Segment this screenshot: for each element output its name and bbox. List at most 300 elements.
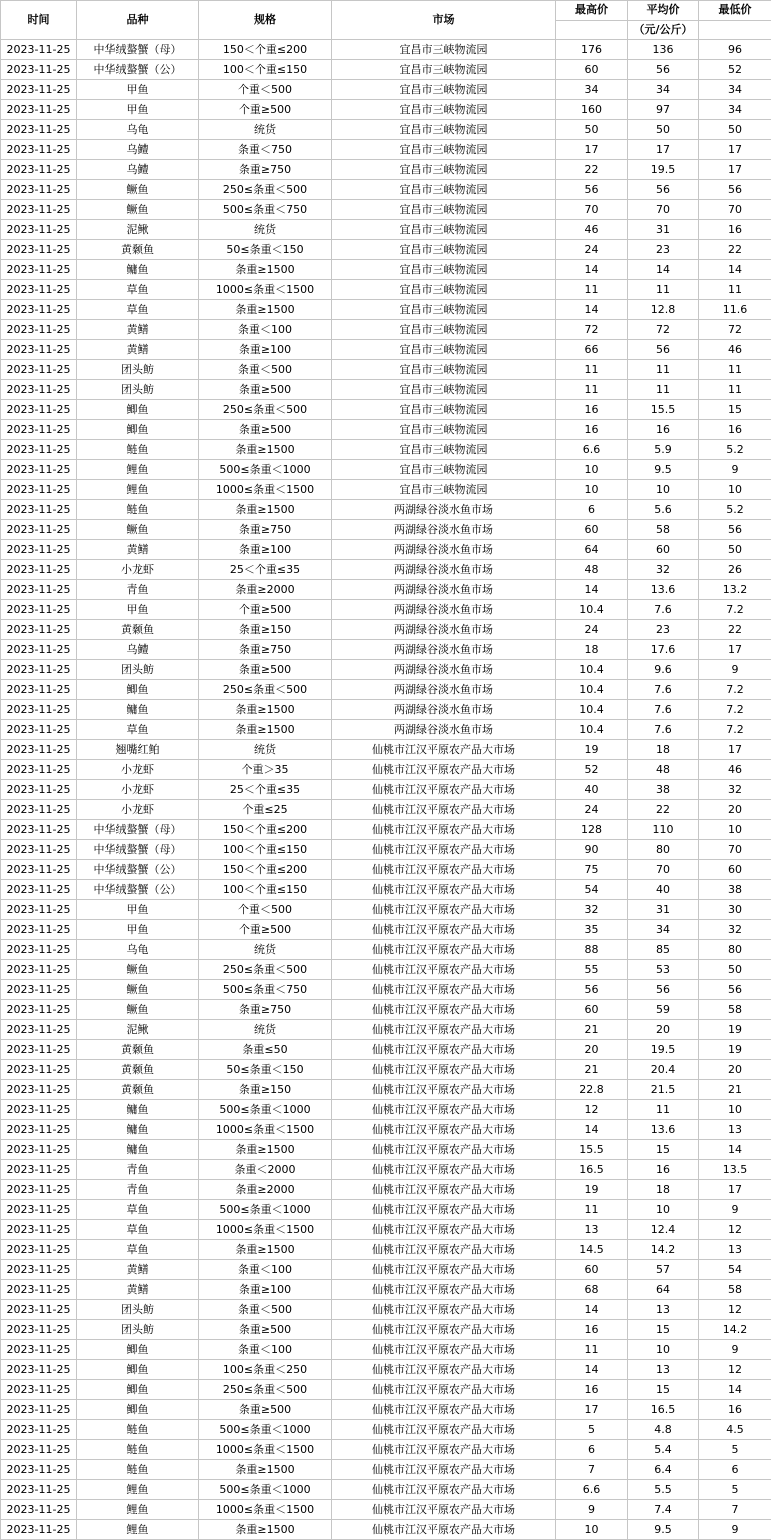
cell-time: 2023-11-25 [1, 1440, 77, 1460]
cell-avg: 13 [628, 1300, 699, 1320]
cell-spec: 100＜个重≤150 [199, 60, 332, 80]
cell-time: 2023-11-25 [1, 1140, 77, 1160]
cell-spec: 条重＜500 [199, 360, 332, 380]
table-row [1, 1460, 771, 1480]
cell-time: 2023-11-25 [1, 1380, 77, 1400]
cell-high: 18 [556, 640, 628, 660]
cell-low: 16 [699, 420, 771, 440]
cell-variety: 鲫鱼 [77, 400, 199, 420]
col-header-high: 最高价 [556, 1, 628, 21]
cell-high: 24 [556, 800, 628, 820]
col-header-market: 市场 [332, 1, 556, 40]
cell-high: 7 [556, 1460, 628, 1480]
cell-avg: 56 [628, 980, 699, 1000]
cell-low: 14 [699, 1140, 771, 1160]
cell-low: 58 [699, 1280, 771, 1300]
cell-variety: 鲫鱼 [77, 420, 199, 440]
cell-low: 20 [699, 1060, 771, 1080]
cell-spec: 100＜个重≤150 [199, 880, 332, 900]
cell-market: 仙桃市江汉平原农产品大市场 [332, 1260, 556, 1280]
cell-variety: 鲤鱼 [77, 1480, 199, 1500]
cell-high: 10.4 [556, 600, 628, 620]
cell-time: 2023-11-25 [1, 620, 77, 640]
cell-spec: 条重＜100 [199, 1260, 332, 1280]
cell-avg: 85 [628, 940, 699, 960]
cell-high: 55 [556, 960, 628, 980]
cell-low: 54 [699, 1260, 771, 1280]
cell-time: 2023-11-25 [1, 1100, 77, 1120]
cell-low: 16 [699, 220, 771, 240]
cell-variety: 草鱼 [77, 280, 199, 300]
cell-high: 17 [556, 1400, 628, 1420]
cell-variety: 乌龟 [77, 940, 199, 960]
cell-market: 仙桃市江汉平原农产品大市场 [332, 1440, 556, 1460]
cell-market: 仙桃市江汉平原农产品大市场 [332, 800, 556, 820]
cell-low: 30 [699, 900, 771, 920]
cell-time: 2023-11-25 [1, 1080, 77, 1100]
table-row [1, 720, 771, 740]
cell-time: 2023-11-25 [1, 940, 77, 960]
cell-spec: 条重≥500 [199, 1400, 332, 1420]
cell-variety: 小龙虾 [77, 560, 199, 580]
table-row [1, 840, 771, 860]
cell-market: 仙桃市江汉平原农产品大市场 [332, 760, 556, 780]
cell-avg: 70 [628, 200, 699, 220]
cell-avg: 17.6 [628, 640, 699, 660]
cell-market: 仙桃市江汉平原农产品大市场 [332, 940, 556, 960]
cell-spec: 条重≥150 [199, 620, 332, 640]
cell-market: 仙桃市江汉平原农产品大市场 [332, 1380, 556, 1400]
table-row [1, 60, 771, 80]
cell-spec: 个重≥500 [199, 920, 332, 940]
cell-variety: 鲤鱼 [77, 1520, 199, 1540]
cell-avg: 7.4 [628, 1500, 699, 1520]
cell-time: 2023-11-25 [1, 880, 77, 900]
cell-market: 仙桃市江汉平原农产品大市场 [332, 1520, 556, 1540]
cell-variety: 乌鳢 [77, 140, 199, 160]
cell-variety: 青鱼 [77, 580, 199, 600]
cell-high: 14.5 [556, 1240, 628, 1260]
cell-low: 9 [699, 460, 771, 480]
cell-high: 32 [556, 900, 628, 920]
cell-low: 52 [699, 60, 771, 80]
cell-high: 6 [556, 1440, 628, 1460]
cell-time: 2023-11-25 [1, 840, 77, 860]
table-header [1, 1, 771, 40]
cell-variety: 团头鲂 [77, 360, 199, 380]
cell-market: 仙桃市江汉平原农产品大市场 [332, 1420, 556, 1440]
cell-avg: 9.5 [628, 460, 699, 480]
cell-variety: 鲢鱼 [77, 1440, 199, 1460]
cell-market: 仙桃市江汉平原农产品大市场 [332, 1220, 556, 1240]
table-row [1, 260, 771, 280]
cell-high: 11 [556, 380, 628, 400]
cell-spec: 统货 [199, 940, 332, 960]
cell-variety: 青鱼 [77, 1160, 199, 1180]
cell-spec: 统货 [199, 120, 332, 140]
cell-time: 2023-11-25 [1, 800, 77, 820]
cell-low: 56 [699, 180, 771, 200]
cell-low: 15 [699, 400, 771, 420]
cell-market: 仙桃市江汉平原农产品大市场 [332, 900, 556, 920]
table-row [1, 1500, 771, 1520]
cell-avg: 9.6 [628, 660, 699, 680]
cell-variety: 鲢鱼 [77, 1460, 199, 1480]
cell-spec: 条重＜100 [199, 1340, 332, 1360]
cell-avg: 31 [628, 900, 699, 920]
cell-avg: 7.6 [628, 680, 699, 700]
cell-spec: 条重≥1500 [199, 1460, 332, 1480]
cell-spec: 条重≥1500 [199, 300, 332, 320]
cell-market: 宜昌市三峡物流园 [332, 120, 556, 140]
cell-low: 80 [699, 940, 771, 960]
cell-spec: 500≤条重＜1000 [199, 1420, 332, 1440]
cell-variety: 鲫鱼 [77, 1340, 199, 1360]
cell-high: 16 [556, 400, 628, 420]
cell-variety: 泥鳅 [77, 220, 199, 240]
cell-low: 32 [699, 920, 771, 940]
cell-time: 2023-11-25 [1, 1320, 77, 1340]
table-row [1, 1300, 771, 1320]
cell-market: 仙桃市江汉平原农产品大市场 [332, 1000, 556, 1020]
cell-high: 64 [556, 540, 628, 560]
cell-high: 15.5 [556, 1140, 628, 1160]
cell-low: 9 [699, 1340, 771, 1360]
cell-avg: 56 [628, 60, 699, 80]
cell-time: 2023-11-25 [1, 500, 77, 520]
cell-high: 56 [556, 180, 628, 200]
cell-spec: 条重≥750 [199, 520, 332, 540]
table-row [1, 660, 771, 680]
cell-low: 7.2 [699, 680, 771, 700]
cell-avg: 97 [628, 100, 699, 120]
cell-spec: 50≤条重＜150 [199, 1060, 332, 1080]
cell-spec: 1000≤条重＜1500 [199, 1500, 332, 1520]
cell-market: 宜昌市三峡物流园 [332, 220, 556, 240]
cell-low: 9 [699, 1520, 771, 1540]
cell-market: 两湖绿谷淡水鱼市场 [332, 720, 556, 740]
cell-avg: 19.5 [628, 160, 699, 180]
cell-avg: 136 [628, 40, 699, 60]
cell-low: 50 [699, 540, 771, 560]
cell-variety: 黄颡鱼 [77, 1080, 199, 1100]
cell-high: 72 [556, 320, 628, 340]
cell-market: 宜昌市三峡物流园 [332, 200, 556, 220]
cell-high: 35 [556, 920, 628, 940]
cell-spec: 50≤条重＜150 [199, 240, 332, 260]
cell-avg: 59 [628, 1000, 699, 1020]
cell-high: 13 [556, 1220, 628, 1240]
cell-time: 2023-11-25 [1, 560, 77, 580]
cell-low: 70 [699, 840, 771, 860]
cell-market: 仙桃市江汉平原农产品大市场 [332, 1360, 556, 1380]
table-row [1, 1260, 771, 1280]
table-row [1, 640, 771, 660]
table-row [1, 180, 771, 200]
cell-high: 6.6 [556, 1480, 628, 1500]
cell-avg: 18 [628, 740, 699, 760]
cell-low: 4.5 [699, 1420, 771, 1440]
table-row [1, 620, 771, 640]
cell-low: 5 [699, 1480, 771, 1500]
table-row [1, 420, 771, 440]
cell-variety: 小龙虾 [77, 760, 199, 780]
cell-spec: 统货 [199, 740, 332, 760]
table-row [1, 240, 771, 260]
table-row [1, 200, 771, 220]
cell-high: 52 [556, 760, 628, 780]
table-row [1, 100, 771, 120]
cell-avg: 53 [628, 960, 699, 980]
cell-high: 20 [556, 1040, 628, 1060]
cell-high: 16 [556, 1320, 628, 1340]
table-row [1, 1340, 771, 1360]
cell-variety: 鳙鱼 [77, 260, 199, 280]
cell-time: 2023-11-25 [1, 1180, 77, 1200]
table-row [1, 220, 771, 240]
cell-market: 两湖绿谷淡水鱼市场 [332, 620, 556, 640]
col-header-variety: 品种 [77, 1, 199, 40]
cell-market: 仙桃市江汉平原农产品大市场 [332, 1140, 556, 1160]
cell-low: 21 [699, 1080, 771, 1100]
cell-spec: 条重≥1500 [199, 1240, 332, 1260]
cell-high: 6.6 [556, 440, 628, 460]
table-row [1, 1120, 771, 1140]
cell-avg: 50 [628, 120, 699, 140]
table-row [1, 700, 771, 720]
cell-avg: 21.5 [628, 1080, 699, 1100]
cell-spec: 1000≤条重＜1500 [199, 480, 332, 500]
cell-low: 7.2 [699, 700, 771, 720]
cell-spec: 个重≥500 [199, 100, 332, 120]
cell-time: 2023-11-25 [1, 220, 77, 240]
cell-time: 2023-11-25 [1, 340, 77, 360]
table-row [1, 860, 771, 880]
cell-time: 2023-11-25 [1, 1300, 77, 1320]
cell-variety: 黄颡鱼 [77, 620, 199, 640]
cell-spec: 条重≥100 [199, 540, 332, 560]
cell-time: 2023-11-25 [1, 1420, 77, 1440]
cell-time: 2023-11-25 [1, 200, 77, 220]
cell-avg: 7.6 [628, 720, 699, 740]
cell-variety: 草鱼 [77, 720, 199, 740]
cell-spec: 150＜个重≤200 [199, 860, 332, 880]
cell-market: 宜昌市三峡物流园 [332, 340, 556, 360]
table-row [1, 1040, 771, 1060]
cell-time: 2023-11-25 [1, 1260, 77, 1280]
cell-high: 11 [556, 1340, 628, 1360]
cell-avg: 19.5 [628, 1040, 699, 1060]
cell-spec: 25＜个重≤35 [199, 560, 332, 580]
cell-market: 仙桃市江汉平原农产品大市场 [332, 1500, 556, 1520]
cell-avg: 23 [628, 240, 699, 260]
cell-variety: 中华绒螯蟹（母） [77, 840, 199, 860]
cell-avg: 11 [628, 360, 699, 380]
cell-avg: 12.8 [628, 300, 699, 320]
cell-market: 仙桃市江汉平原农产品大市场 [332, 960, 556, 980]
cell-avg: 20 [628, 1020, 699, 1040]
cell-variety: 鲤鱼 [77, 460, 199, 480]
cell-market: 仙桃市江汉平原农产品大市场 [332, 860, 556, 880]
table-row [1, 1220, 771, 1240]
cell-spec: 250≤条重＜500 [199, 1380, 332, 1400]
cell-time: 2023-11-25 [1, 60, 77, 80]
cell-avg: 16 [628, 420, 699, 440]
cell-market: 两湖绿谷淡水鱼市场 [332, 640, 556, 660]
cell-low: 17 [699, 140, 771, 160]
cell-spec: 100＜个重≤150 [199, 840, 332, 860]
table-row [1, 1080, 771, 1100]
cell-variety: 鲤鱼 [77, 480, 199, 500]
cell-high: 40 [556, 780, 628, 800]
cell-avg: 72 [628, 320, 699, 340]
cell-avg: 110 [628, 820, 699, 840]
cell-time: 2023-11-25 [1, 760, 77, 780]
cell-variety: 鲫鱼 [77, 1380, 199, 1400]
cell-high: 6 [556, 500, 628, 520]
cell-market: 宜昌市三峡物流园 [332, 260, 556, 280]
cell-time: 2023-11-25 [1, 380, 77, 400]
cell-variety: 鳜鱼 [77, 180, 199, 200]
cell-variety: 草鱼 [77, 1220, 199, 1240]
table-row [1, 580, 771, 600]
cell-market: 宜昌市三峡物流园 [332, 360, 556, 380]
unit-label: （元/公斤） [628, 20, 699, 40]
cell-avg: 16.5 [628, 1400, 699, 1420]
cell-spec: 条重≥750 [199, 160, 332, 180]
cell-variety: 甲鱼 [77, 100, 199, 120]
cell-spec: 个重＞35 [199, 760, 332, 780]
cell-variety: 甲鱼 [77, 80, 199, 100]
cell-avg: 13.6 [628, 580, 699, 600]
cell-spec: 条重≥100 [199, 340, 332, 360]
cell-high: 10.4 [556, 660, 628, 680]
cell-spec: 条重≥150 [199, 1080, 332, 1100]
cell-high: 22.8 [556, 1080, 628, 1100]
cell-variety: 鳙鱼 [77, 1140, 199, 1160]
cell-market: 仙桃市江汉平原农产品大市场 [332, 920, 556, 940]
cell-avg: 20.4 [628, 1060, 699, 1080]
cell-low: 12 [699, 1360, 771, 1380]
table-row [1, 1320, 771, 1340]
cell-variety: 乌龟 [77, 120, 199, 140]
cell-time: 2023-11-25 [1, 740, 77, 760]
cell-variety: 鳙鱼 [77, 700, 199, 720]
cell-variety: 黄鳝 [77, 1280, 199, 1300]
cell-variety: 鳜鱼 [77, 520, 199, 540]
cell-variety: 泥鳅 [77, 1020, 199, 1040]
cell-time: 2023-11-25 [1, 420, 77, 440]
table-row [1, 320, 771, 340]
cell-variety: 翘嘴红鲌 [77, 740, 199, 760]
cell-variety: 鲤鱼 [77, 1500, 199, 1520]
cell-market: 宜昌市三峡物流园 [332, 160, 556, 180]
cell-market: 宜昌市三峡物流园 [332, 320, 556, 340]
cell-market: 宜昌市三峡物流园 [332, 300, 556, 320]
cell-avg: 5.5 [628, 1480, 699, 1500]
table-row [1, 80, 771, 100]
cell-avg: 11 [628, 280, 699, 300]
cell-high: 75 [556, 860, 628, 880]
table-row [1, 940, 771, 960]
cell-time: 2023-11-25 [1, 1500, 77, 1520]
cell-avg: 16 [628, 1160, 699, 1180]
cell-spec: 个重＜500 [199, 900, 332, 920]
cell-avg: 23 [628, 620, 699, 640]
cell-low: 17 [699, 160, 771, 180]
cell-market: 宜昌市三峡物流园 [332, 40, 556, 60]
cell-time: 2023-11-25 [1, 400, 77, 420]
table-row [1, 40, 771, 60]
cell-high: 10.4 [556, 700, 628, 720]
cell-low: 60 [699, 860, 771, 880]
cell-market: 宜昌市三峡物流园 [332, 100, 556, 120]
cell-low: 32 [699, 780, 771, 800]
cell-time: 2023-11-25 [1, 260, 77, 280]
cell-time: 2023-11-25 [1, 320, 77, 340]
cell-market: 宜昌市三峡物流园 [332, 420, 556, 440]
cell-time: 2023-11-25 [1, 1200, 77, 1220]
cell-time: 2023-11-25 [1, 1460, 77, 1480]
table-row [1, 140, 771, 160]
cell-market: 宜昌市三峡物流园 [332, 60, 556, 80]
cell-avg: 56 [628, 340, 699, 360]
cell-time: 2023-11-25 [1, 600, 77, 620]
cell-time: 2023-11-25 [1, 980, 77, 1000]
cell-spec: 100≤条重＜250 [199, 1360, 332, 1380]
cell-avg: 34 [628, 80, 699, 100]
cell-variety: 中华绒螯蟹（母） [77, 40, 199, 60]
cell-market: 仙桃市江汉平原农产品大市场 [332, 1020, 556, 1040]
cell-market: 仙桃市江汉平原农产品大市场 [332, 1240, 556, 1260]
cell-spec: 500≤条重＜1000 [199, 460, 332, 480]
cell-avg: 10 [628, 480, 699, 500]
table-row [1, 1440, 771, 1460]
table-row [1, 280, 771, 300]
cell-avg: 56 [628, 180, 699, 200]
cell-variety: 草鱼 [77, 1200, 199, 1220]
cell-low: 22 [699, 240, 771, 260]
cell-time: 2023-11-25 [1, 520, 77, 540]
cell-high: 21 [556, 1020, 628, 1040]
cell-low: 11.6 [699, 300, 771, 320]
cell-high: 60 [556, 1000, 628, 1020]
cell-spec: 1000≤条重＜1500 [199, 280, 332, 300]
cell-avg: 9.5 [628, 1520, 699, 1540]
table-row [1, 340, 771, 360]
table-row [1, 1240, 771, 1260]
cell-low: 19 [699, 1040, 771, 1060]
cell-time: 2023-11-25 [1, 1020, 77, 1040]
cell-variety: 黄鳝 [77, 540, 199, 560]
cell-time: 2023-11-25 [1, 300, 77, 320]
table-row [1, 480, 771, 500]
cell-spec: 统货 [199, 220, 332, 240]
cell-market: 仙桃市江汉平原农产品大市场 [332, 1300, 556, 1320]
cell-variety: 黄颡鱼 [77, 240, 199, 260]
cell-spec: 1000≤条重＜1500 [199, 1440, 332, 1460]
cell-spec: 条重≥1500 [199, 440, 332, 460]
cell-high: 34 [556, 80, 628, 100]
cell-high: 46 [556, 220, 628, 240]
cell-avg: 18 [628, 1180, 699, 1200]
cell-high: 14 [556, 1360, 628, 1380]
cell-spec: 条重＜2000 [199, 1160, 332, 1180]
table-row [1, 1400, 771, 1420]
table-row [1, 1140, 771, 1160]
cell-variety: 青鱼 [77, 1180, 199, 1200]
cell-time: 2023-11-25 [1, 100, 77, 120]
